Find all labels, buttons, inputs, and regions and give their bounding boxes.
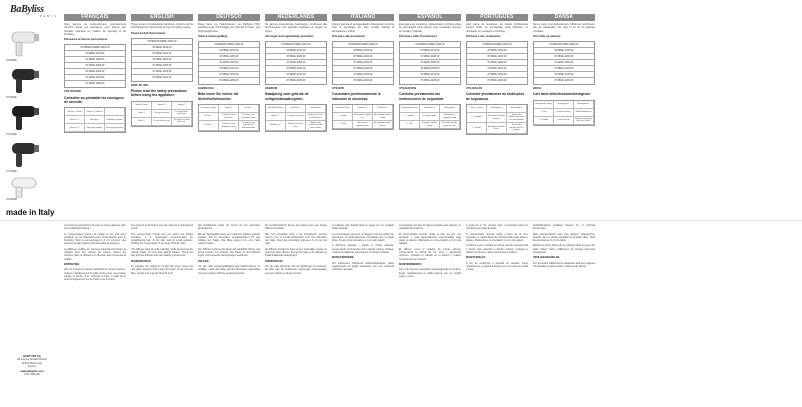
table-cell: Medium T° <box>266 121 286 131</box>
table-cell: Frisieren von lockigem Haar <box>239 113 259 121</box>
table-cell: Tørre fint hår <box>554 117 574 125</box>
maintenance-title: PFLEGE <box>198 259 209 263</box>
model-row: 6714DE 2000 W <box>467 60 527 66</box>
language-header: FRANÇAIS <box>64 14 126 21</box>
table-cell: Coiffage, finitions <box>105 116 125 124</box>
fold-portuguese <box>466 222 528 272</box>
dryer-caption: 6710DE <box>6 132 17 136</box>
safety-note: Consulter au préalable les consignes de sécurité. <box>64 95 124 105</box>
table-cell: Peinado cabello normal y fino <box>440 121 460 129</box>
body-text: The cold air push-button sets the style for a natural final result. <box>131 224 193 231</box>
table-cell: T° alta <box>333 121 353 129</box>
table-cell: Stylen van krul, gekruld haar <box>306 113 326 121</box>
table-cell: Velocidade 1 <box>487 105 507 113</box>
dryer-caption: 6715DE <box>6 95 17 99</box>
language-header: ENGLISH <box>131 14 193 21</box>
safety-note: Læs først sikkerhedsanvisningerne. <box>533 92 592 97</box>
brand-name: BaByliss <box>10 4 44 15</box>
company-name: BABYLISS SA <box>23 355 41 358</box>
table-cell: Séchage rapide <box>85 124 105 132</box>
model-row: 6710DE 2100 W <box>132 69 192 75</box>
model-row: 6710DE 2100 W <box>199 72 259 78</box>
model-row: 6715DE 2400 W <box>266 66 326 72</box>
model-row: 6714DE 2000 W <box>266 60 326 66</box>
address-city: 92120 Montrouge <box>21 361 43 365</box>
table-cell: Snelheid/ Temp <box>266 105 286 113</box>
fold-divider <box>0 220 802 221</box>
model-row: 6710DE 2100 W <box>266 72 326 78</box>
use-title: GEBRAUCH <box>198 87 214 91</box>
model-row: 6709DE 2100 W <box>534 48 594 54</box>
table-cell: Stufe 2 <box>199 121 219 131</box>
body-text: Koldluftknappen fastlåser frisuren for et optimalt slutresultat. <box>533 224 595 231</box>
model-list <box>265 41 327 85</box>
table-cell: Trocknen und Frisieren <box>219 113 239 121</box>
table-cell: Secado rápido <box>420 113 440 121</box>
body-text: Con el fin de que el secador mantenga toda su eficacia, limpie regularmente la rejilla trasera con un cepillo suave y seco. <box>399 268 461 278</box>
model-list <box>533 41 595 85</box>
body-text: The concentrator nozzle lets you direct the airflow precisely. It is particularly recommended for straightening hair. To dry hair, work in small sections, holding the concentrator 3 cm away from the hair. <box>131 232 193 246</box>
model-row: 6715DE 2200 W <box>219 79 239 83</box>
language-header: ITALIANO <box>332 14 394 21</box>
column-portuguese <box>466 14 528 135</box>
settings-table <box>466 104 528 135</box>
made-in-label: made in Italy <box>6 208 55 217</box>
dryer-caption: 6709DE <box>6 58 17 62</box>
table-cell: Stufe 1 <box>219 105 239 113</box>
model-row: 6715DE 2200 W <box>420 79 440 83</box>
hair-dryer-illustrations <box>2 20 54 200</box>
safety-note: Bitte lesen Sie vorher die Sicherheitshinweise. <box>198 92 239 101</box>
maintenance-title: ENTRETIEN <box>64 262 80 266</box>
model-row: 6715DE 2200 W <box>152 75 172 79</box>
table-cell: Geschw./ Temp <box>199 105 219 113</box>
power-title: Power & High Performance <box>131 31 166 35</box>
language-header: PORTUGUÊS <box>466 14 528 21</box>
body-text: For at bevare hårtørrerens effektivitet skal den bageste rist jævnligt rengøres med en blød og tør børste. <box>533 261 595 268</box>
body-text: De diffuser droogt het haar op een natuurlijke manier en geeft het haar volume. Breng het haar in de diffuser en maak draaiende bewegingen. <box>265 247 327 258</box>
table-cell: Asciugare capelli sottili <box>373 113 393 121</box>
hair-dryer-image <box>6 139 44 169</box>
fold-english <box>131 222 193 275</box>
table-cell: T° alta <box>400 121 420 129</box>
model-row: 6715DE 2200 W <box>467 54 527 60</box>
table-cell: Séchage puissant <box>105 124 125 132</box>
safety-note: Consultare preliminarmente le istruzioni di sicurezza. <box>332 92 381 101</box>
model-row: 6710DE 2100 W <box>333 72 393 78</box>
body-text: Mit der Stylingdüse kann der Luftstrom präzise gelenkt werden. Sie ist besonders empfehlenswert für das Glätten der Haare. Die Düse etwa 3 cm vom Haar entfernt halten. <box>198 232 260 246</box>
use-title: UTILIZZO <box>332 87 345 91</box>
table-cell: Sætte krøllet hår <box>574 109 594 117</box>
use-title: HOW TO USE <box>131 83 149 87</box>
model-row: 6715DE 2400 W <box>333 66 393 72</box>
use-title: GEBRUIK <box>265 87 278 91</box>
table-cell: Sætte normalt og fint hår, finish <box>574 117 594 125</box>
column-dutch <box>265 14 327 132</box>
table-cell: T° elevada <box>467 113 487 123</box>
column-french <box>64 14 126 133</box>
model-row: 6715DE 2200 W <box>85 82 105 86</box>
model-row: 6714DE 2000 W <box>400 60 460 66</box>
language-header: NEDERLANDS <box>265 14 327 21</box>
power-title: Potenza e alte prestazioni <box>332 34 365 38</box>
model-list <box>332 41 394 85</box>
use-title: UTILIZAÇÃO <box>466 87 483 91</box>
intro-text: Votre gamme de sèche-cheveux professionnels combine toutes les techniques pour donner des résultats optimaux en matière de séchage et de brushing. <box>64 23 126 36</box>
model-row: 6715DE 2200 W <box>266 54 326 60</box>
model-list <box>399 41 461 85</box>
model-row: 6709DE 2100 W <box>467 48 527 54</box>
settings-table <box>131 101 193 127</box>
table-cell: Velocidade 2 <box>507 105 527 113</box>
table-cell: Air léger <box>85 116 105 124</box>
table-cell: Stufe 2 <box>239 105 259 113</box>
table-cell: T° media <box>333 113 353 121</box>
table-cell: Normal tørring <box>554 109 574 117</box>
intro-text: Esta gama de secadores de cabelo profissionais integra todas as tecnologias para optimizar os resultados em secagem e brushing. <box>466 23 528 33</box>
body-text: Il diffusore asciuga i capelli in modo naturale, preservando la forma dei ricci e dando volume. Mettere i capelli nel diffusore ed eseguire movimenti rotatori. <box>332 244 394 255</box>
table-cell: Snelheid 2 <box>306 105 326 113</box>
body-text: Afin de conserver intacte l'efficacité du sèche-cheveux, nettoyer régulièrement la grille arrière avec une brosse souple et sèche. Pour nettoyer le filtre, il suffit de le tourner légèrement sur la droite et de le retirer. <box>64 268 126 282</box>
safety-note: Consulte previamente as instruções de segurança. <box>466 92 525 101</box>
brand-tagline: PARIS <box>39 14 58 18</box>
safety-note: Raadpleeg voor gebruik de veiligheidsmaatregelen. <box>265 92 309 101</box>
language-header: DEUTSCH <box>198 14 260 21</box>
table-cell: Velocidad 2 <box>440 105 460 113</box>
body-text: Die Kaltluftstufe fixiert die Frisur für ein optimales Endergebnis. <box>198 224 260 231</box>
intro-text: Questa gamma di asciugacapelli professionali combina tutte le tecnologie per dare risultati ottimali di asciugatura e styling. <box>332 23 394 33</box>
table-cell: Hastighed 2 <box>574 101 594 109</box>
table-cell: Veloc./ Temp <box>467 105 487 113</box>
table-cell: Vitesse 1° <box>65 116 85 124</box>
model-row: 6710DE 2100 W <box>65 75 125 81</box>
table-cell: Velocità 2 <box>373 105 393 113</box>
language-header: ESPAÑOL <box>399 14 461 21</box>
website-link[interactable]: www.babyliss.com <box>20 369 44 373</box>
dryer-caption: 6720DE <box>6 197 17 201</box>
model-row: 6715DE 2200 W <box>534 54 594 60</box>
table-cell: Vitesse / Temp <box>65 108 85 116</box>
use-title: UTILIZACIÓN <box>399 87 417 91</box>
power-title: Potencia y Altas Prestaciones <box>399 34 438 38</box>
power-title: Stark & Leistungsfähig <box>198 34 228 38</box>
model-row: 6709DE 2100 W <box>65 51 125 57</box>
table-cell: Secagem cabelos normais <box>487 113 507 123</box>
model-row: 6715DE 2200 W <box>333 54 393 60</box>
model-row: 6714DE 2000 W <box>534 60 594 66</box>
maintenance-title: MAINTENANCE <box>131 259 151 263</box>
table-cell: To dry faster hair <box>152 118 172 126</box>
body-text: Der Diffusor trocknet das Haar auf natürliche Weise und bringt Locken zur Geltung. Die Haare in den Diffusor legen und kreisende Bewegungen ausführen. <box>198 247 260 258</box>
body-text: O concentrador permite dirigir o fluxo de ar com precisão e é particularmente recomendado para alisar o cabelo. Mantenha o concentrador a 3 cm do cabelo. <box>466 232 528 243</box>
model-row: 6714DE 2000 W <box>132 57 192 63</box>
model-row: 6709DE 2100 W <box>132 45 192 51</box>
table-cell: Vitesse / Vitesse <box>85 108 105 116</box>
model-row: 6715DE 2400 W <box>400 66 460 72</box>
table-cell: Speed/ Temp <box>132 102 152 110</box>
body-text: Um die volle Leistungsfähigkeit des Haartrockners zu erhalten, sollte das Gitter auf der Rückseite regelmäßig mit einer weichen Bürste gereinigt werden. <box>198 264 260 275</box>
intro-text: Esta gama de secadores profesionales combina todas las tecnologías para obtener unos resultados óptimos en secado y peinado. <box>399 23 461 33</box>
column-german <box>198 14 260 132</box>
column-spanish <box>399 14 461 130</box>
table-cell: Drogen normaal <box>286 113 306 121</box>
model-row: 6709DE/6709RE 2000 W <box>266 42 326 48</box>
table-cell <box>105 108 125 116</box>
table-cell: Speed 2 <box>172 102 192 110</box>
maintenance-title: MANUTENZIONE <box>332 256 354 260</box>
settings-table <box>198 104 260 132</box>
settings-table <box>533 100 595 126</box>
model-row: 6715DE 2200 W <box>487 79 507 83</box>
use-title: BRUG <box>533 87 541 91</box>
body-text: To maintain the efficiency of the hair dryer, clean the rear grille regularly with a soft, dry brush. To remove the filter, simply turn it gently then lift it off. <box>131 264 193 275</box>
model-row: 6709DE 2100 W <box>199 48 259 54</box>
address-street: 99 avenue Aristide Briand <box>17 358 47 362</box>
model-row: 6715DE 2200 W <box>199 54 259 60</box>
maintenance-title: MANTENIMIENTO <box>399 262 422 266</box>
table-cell: Stylen van vaal haar <box>286 121 306 131</box>
model-row: 6715DE 2200 W <box>132 51 192 57</box>
safety-note: Consulte previamente las instrucciones de seguridad. <box>399 92 445 101</box>
body-text: De koudeluchtknop fixeert het kapsel voor een langer blijvend resultaat. <box>265 224 327 231</box>
body-text: Om de volle efficiëntie van de haardroger te bewaren, de filter aan de achterkant regelmatig schoonmaken met een zachte en droge borstel. <box>265 264 327 275</box>
model-row: 6715DE 2200 W <box>286 79 306 83</box>
table-cell: Velocidad/ Temp <box>400 105 420 113</box>
model-row: 6714DE 2000 W <box>65 63 125 69</box>
model-row: 6714DE 2000 W <box>333 60 393 66</box>
maintenance-title: ONDERHOUD <box>265 259 283 263</box>
table-cell: Hoge T° <box>266 113 286 121</box>
power-title: Puissance et fleuron performance <box>64 38 108 42</box>
maintenance-title: MANUTENÇÃO <box>466 256 486 260</box>
table-cell: Asciugare rapidamente <box>353 121 373 129</box>
body-text: A fim de conservar a eficácia do secador, limpe regularmente a grelha traseira com uma escova macia e seca. <box>466 261 528 272</box>
table-cell: Acabado y cabello rizado <box>440 113 460 121</box>
body-text: Met het mondstuk kunt u de luchtstroom precies richten. Het is vooral aanbevolen voor het ontkrullen van haar. Houd het mondstuk ongeveer 3 cm van het haar. <box>265 232 327 246</box>
table-cell: Snelheid 1 <box>286 105 306 113</box>
body-text: Le concentrateur permet de diriger le flux d'air avec précision. Il est particulièrement recommandé pour le brushing. Tenir le concentrateur à 3 cm minimum des cheveux et faire glisser la brosse dans la longueur. <box>64 232 126 246</box>
safety-note: Please read the safety precautions before using the appliance. <box>131 89 187 98</box>
hair-dryer-image <box>6 28 44 58</box>
model-row: 6715DE 2400 W <box>534 66 594 72</box>
model-row: 6709DE/6709RE 2000 W <box>534 42 594 48</box>
fold-french <box>64 222 126 281</box>
body-text: Diffuseren tørrer håret på en naturlig måde og giver det fylde. Placer håret i diffuseren og foretag roterende bevægelser. <box>533 244 595 255</box>
model-list <box>131 38 193 82</box>
model-row: 6715DE 2200 W <box>65 57 125 63</box>
intro-text: Denne serie med professionelle hårtørrere kombinerer alle de teknologier, der skal til for at få optimale resultater. <box>533 23 595 33</box>
body-text: La pointe en air froid fixe la mise en forme obtenue pour un résultat final optimal. <box>64 224 126 231</box>
table-cell: Heat 1 <box>132 110 152 118</box>
body-text: La pulsación del aire frío fija el peinado para obtener un resultado final óptimo. <box>399 224 461 231</box>
model-row: 6715DE 2400 W <box>132 63 192 69</box>
table-cell: Secado cabello fuerte <box>420 121 440 129</box>
body-text: El concentrador permite dirigir el flujo de aire con precisión y está especialmente recomendado para alisar el cabello. Mantenga el concentrador a 3 cm del cabello. <box>399 232 461 246</box>
hair-dryer-image <box>6 176 44 198</box>
table-cell: T° media <box>400 113 420 121</box>
intro-text: Diese Serie von Haartrocknern von BaByliss PRO kombiniert alle Technologien für optimale Trocken- und Stylingergebnisse. <box>198 23 260 33</box>
table-cell: Vitesse 2° <box>65 124 85 132</box>
table-cell: Asciugare capelli ricci <box>353 113 373 121</box>
body-text: Per mantenere l'efficienza dell'asciugacapelli, pulire regolarmente la griglia posteriore con una spazzola morbida e asciutta. <box>332 261 394 272</box>
intro-text: De gamma professionele haardrogers combineert alle technologieën voor optimale resultaten op drogen en stylen. <box>265 23 327 33</box>
model-list <box>198 41 260 85</box>
body-text: The diffuser dries the hair naturally, while preserving the natural shape of curls and adding volume. Place the hair into the diffuser and use rotating movements. <box>131 247 193 258</box>
table-cell: T° høj <box>534 109 554 117</box>
fold-italian <box>332 222 394 272</box>
intro-text: These series of professional hairdryers combine all the technologies for optimal hair drying and styling results. <box>131 23 193 30</box>
fold-german <box>198 222 260 275</box>
model-row: 6715DE 2400 W <box>199 66 259 72</box>
table-cell: To style finish, curly hair <box>172 110 192 118</box>
table-cell: Speed 1 <box>152 102 172 110</box>
model-row: 6715DE 2200 W <box>400 54 460 60</box>
table-cell: T° middel <box>534 117 554 125</box>
body-text: Il concentratore permette di dirigere il flusso d'aria con precisione. È particolarmente consigliato per la piega liscia. Tenere il concentratore a 3 cm dai capelli. <box>332 232 394 243</box>
table-cell: Heat 2 <box>132 118 152 126</box>
model-row: 6709DE/6709RE 2000 W <box>65 45 125 51</box>
power-title: Stor kraft og ydeevne <box>533 34 561 38</box>
settings-table <box>265 104 327 132</box>
body-text: Med koncentratoren kan man dirigere luftstrømmen præcist. Det er særlig anbefalet til at glatte håret. Hold koncentratoren 3 cm fra håret. <box>533 232 595 243</box>
dryer-caption: 6730DE <box>6 169 17 173</box>
column-english <box>131 14 193 127</box>
model-row: 6709DE/6709RE 2000 W <box>199 42 259 48</box>
table-cell: Asciugare capelli spessi <box>373 121 393 129</box>
table-cell: Velocidad 1 <box>420 105 440 113</box>
body-text: Le diffuseur s'utilise sur cheveux naturellement frisés ou ondulés pour leur donner du volume. Placer les cheveux dans le diffuseur et effectuer des mouvements rotatifs. <box>64 247 126 261</box>
body-text: A tecla de ar frio permite fixar o penteado para um resultado de longa duração. <box>466 224 528 231</box>
table-cell: Frisieren von feinem und dünnem Haar <box>239 121 259 131</box>
hair-dryer-image <box>6 65 44 95</box>
model-row: 6710DE 2100 W <box>400 72 460 78</box>
model-row: 6710DE 2100 W <box>467 72 527 78</box>
body-text: O difusor seca o cabelo de forma natural, preservando a forma dos caracóis e dando volume. Coloque o cabelo no difusor e faça movimentos rotativos. <box>466 244 528 255</box>
table-cell: Hastighed/ Temp <box>534 101 554 109</box>
table-cell: Secagem cabelos finos <box>487 123 507 133</box>
table-cell: To dry and heat <box>152 110 172 118</box>
table-cell: Trocknen von kräftigem Haar <box>219 121 239 131</box>
model-row: 6709DE 2100 W <box>266 48 326 54</box>
model-row: 6709DE/6709RE 2000 W <box>333 42 393 48</box>
table-cell: Hastighed 1 <box>554 101 574 109</box>
company-address <box>6 355 58 376</box>
table-cell: Stylen voor normaal en/fijn haar, finitie <box>306 121 326 131</box>
column-danish <box>533 14 595 126</box>
model-row: 6715DE 2400 W <box>467 66 527 72</box>
fold-spanish <box>399 222 461 278</box>
hair-dryer-image <box>6 102 44 132</box>
address-country: France <box>27 365 37 369</box>
body-text: El difusor seca el cabello de forma natural, conservando la forma de los rizos y aportando volumen. Coloque el cabello en el difusor y realice movimientos de rotación. <box>399 247 461 261</box>
model-list <box>466 41 528 85</box>
table-cell: Penteado cabelos grossos, encaracolados <box>507 113 527 123</box>
settings-table <box>399 104 461 130</box>
model-row: 6709DE 2100 W <box>400 48 460 54</box>
body-text: Il pulsante aria fredda fissa la piega per un risultato finale naturale. <box>332 224 394 231</box>
table-cell: Stufe 1 <box>199 113 219 121</box>
settings-table <box>332 104 394 130</box>
model-row: 6710DE 2100 W <box>534 72 594 78</box>
table-cell: Velocità/ Temp <box>333 105 353 113</box>
model-row: 6709DE/6709RE 2000 W <box>400 42 460 48</box>
model-row: 6709DE/6709RE 2000 W <box>467 42 527 48</box>
model-list <box>64 44 126 88</box>
power-title: Vermogen & Hoogwaardige prestaties <box>265 34 314 38</box>
document-code: FSC 3499-90 <box>24 373 40 377</box>
use-title: UTILISATION <box>64 90 81 94</box>
table-cell: T° média <box>467 123 487 133</box>
power-title: Potência e alto rendimento <box>466 34 501 38</box>
table-cell: Penteado cabelos finos e frágeis <box>507 123 527 133</box>
settings-table <box>64 107 126 133</box>
language-header: DANSK <box>533 14 595 21</box>
model-row: 6709DE/6709RE 2000 W <box>132 39 192 45</box>
model-row: 6714DE 2000 W <box>199 60 259 66</box>
fold-danish <box>533 222 595 268</box>
column-italian <box>332 14 394 130</box>
model-row: 6709DE 2100 W <box>333 48 393 54</box>
maintenance-title: VEDLIGEHOLDELSE <box>533 256 560 260</box>
model-row: 6715DE 2200 W <box>353 79 373 83</box>
table-cell: Velocità 1 <box>353 105 373 113</box>
model-row: 6715DE 2200 W <box>554 79 574 83</box>
table-cell: To style fine and thin hair <box>172 118 192 126</box>
model-row: 6715DE 2400 W <box>65 69 125 75</box>
fold-dutch <box>265 222 327 275</box>
brand-logo <box>10 4 58 18</box>
